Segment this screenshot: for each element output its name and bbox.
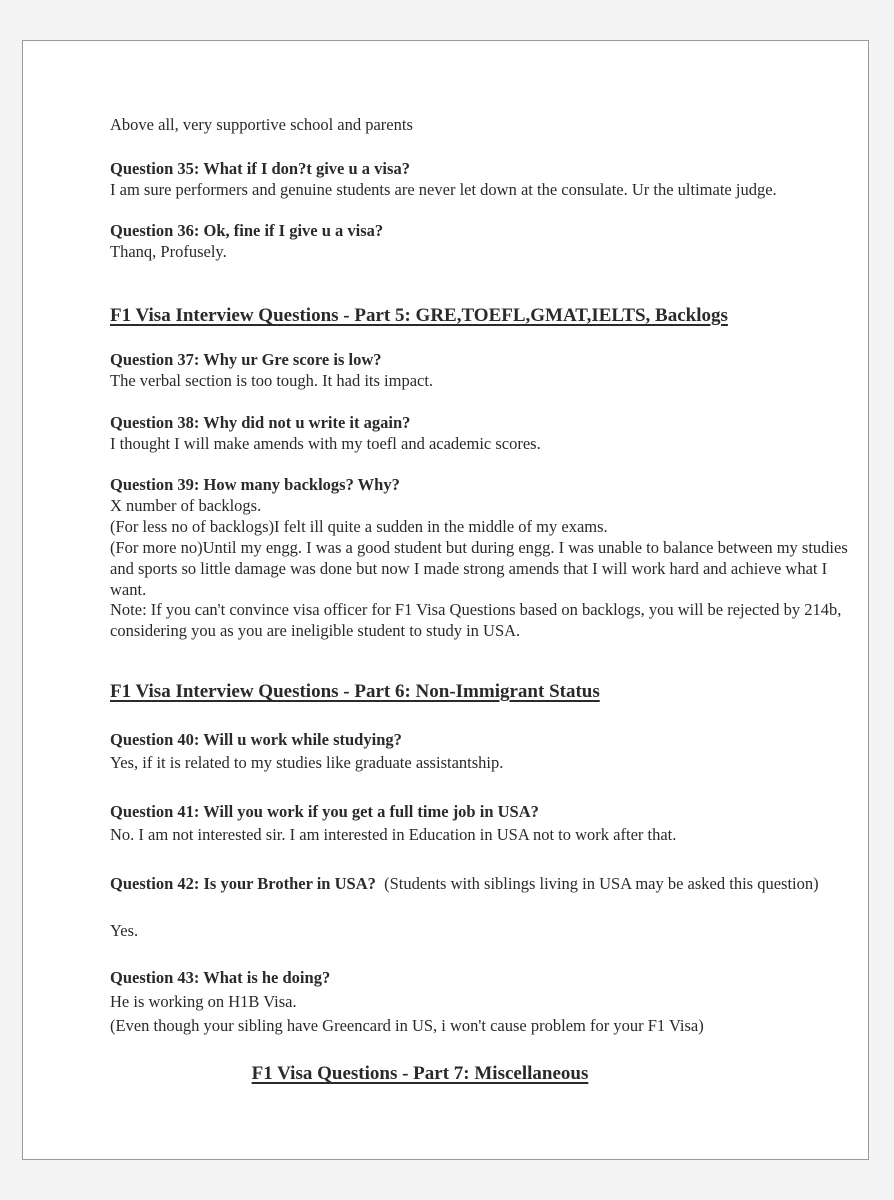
part6-heading: F1 Visa Interview Questions - Part 6: Non-Immigrant Status bbox=[110, 681, 600, 702]
answer-38: I thought I will make amends with my toefl and academic scores. bbox=[110, 434, 541, 453]
question-35: Question 35: What if I don?t give u a visa? bbox=[110, 159, 410, 178]
question-42: Question 42: Is your Brother in USA? bbox=[110, 874, 376, 893]
answer-36: Thanq, Profusely. bbox=[110, 242, 227, 261]
question-37: Question 37: Why ur Gre score is low? bbox=[110, 350, 382, 369]
question-39: Question 39: How many backlogs? Why? bbox=[110, 475, 400, 494]
question-38: Question 38: Why did not u write it again? bbox=[110, 413, 411, 432]
answer-42: Yes. bbox=[110, 921, 139, 940]
part7-heading: F1 Visa Questions - Part 7: Miscellaneous bbox=[251, 1063, 589, 1084]
question-40: Question 40: Will u work while studying? bbox=[110, 730, 402, 749]
answer-35: I am sure performers and genuine students are never let down at the consulate. Ur the ultimate judge. bbox=[110, 180, 777, 199]
answer-39-note: Note: If you can't convince visa officer for F1 Visa Questions based on backlogs, you will be rejected by 214b, considering you as you are ineligible student to study in USA. bbox=[110, 600, 842, 640]
question-36: Question 36: Ok, fine if I give u a visa? bbox=[110, 221, 384, 240]
answer-41: No. I am not interested sir. I am interested in Education in USA not to work after that. bbox=[110, 825, 677, 844]
answer-40: Yes, if it is related to my studies like graduate assistantship. bbox=[110, 753, 504, 772]
intro-line: Above all, very supportive school and parents bbox=[110, 115, 413, 134]
question-41: Question 41: Will you work if you get a full time job in USA? bbox=[110, 802, 539, 821]
answer-43-visa: He is working on H1B Visa. bbox=[110, 992, 297, 1011]
answer-43-greencard: (Even though your sibling have Greencard in US, i won't cause problem for your F1 Visa) bbox=[110, 1016, 704, 1035]
document-page bbox=[22, 40, 869, 1160]
part5-heading: F1 Visa Interview Questions - Part 5: GRE,TOEFL,GMAT,IELTS, Backlogs bbox=[110, 305, 728, 326]
answer-39-less: (For less no of backlogs)I felt ill quite a sudden in the middle of my exams. bbox=[110, 517, 608, 536]
answer-37: The verbal section is too tough. It had its impact. bbox=[110, 371, 434, 390]
question-42-block bbox=[110, 872, 850, 896]
question-43: Question 43: What is he doing? bbox=[110, 968, 331, 987]
question-42-note: (Students with siblings living in USA may be asked this question) bbox=[384, 874, 819, 893]
answer-39-count: X number of backlogs. bbox=[110, 496, 262, 515]
answer-39-more: (For more no)Until my engg. I was a good student but during engg. I was unable to balance between my studies and sports so little damage was done but now I made strong amends that I will work hard and achieve what I want. bbox=[110, 538, 848, 599]
